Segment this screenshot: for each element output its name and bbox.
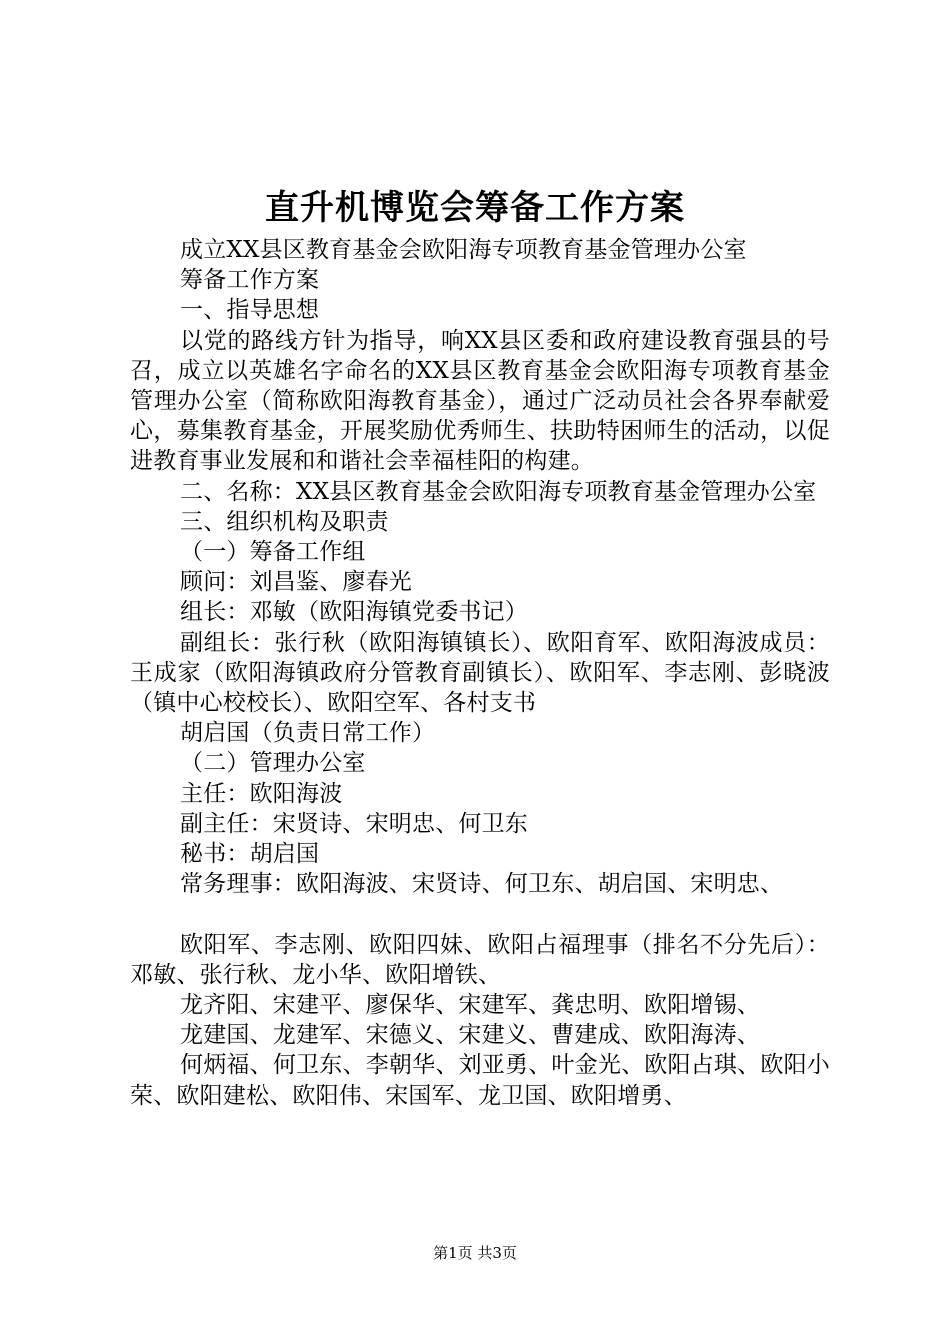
paragraph-advisors: 顾问：刘昌鉴、廖春光 [180,569,412,596]
paragraph-directors-list-3: 龙建国、龙建军、宋德义、宋建义、曹建成、欧阳海涛、 [180,1022,760,1049]
paragraph-director: 主任：欧阳海波 [180,780,343,807]
section-heading-organization: 三、组织机构及职责 [180,508,389,535]
section-heading-guiding-thought: 一、指导思想 [180,297,320,324]
subsection-heading-preparation-group: （一）筹备工作组 [180,539,366,566]
paragraph-directors-list-4: 何炳福、何卫东、李朝华、刘亚勇、叶金光、欧阳占琪、欧阳小荣、欧阳建松、欧阳伟、宋国军、龙卫国、欧阳增勇、 [130,1052,830,1109]
paragraph-secretary: 秘书：胡启国 [180,841,320,868]
paragraph-deputy-leaders-members: 副组长：张行秋（欧阳海镇镇长）、欧阳育军、欧阳海波成员：王成家（欧阳海镇政府分管教育副镇长）、欧阳军、李志刚、彭晓波（镇中心校校长）、欧阳空军、各村支书 [130,629,830,717]
paragraph-daily-work: 胡启国（负责日常工作） [180,720,436,747]
document-body [130,235,830,1111]
paragraph-subtitle-line-2: 筹备工作方案 [180,267,320,294]
page-footer: 第1页 共3页 [433,1244,517,1262]
blank-line [130,899,830,929]
paragraph-subtitle-line-1: 成立XX县区教育基金会欧阳海专项教育基金管理办公室 [180,237,747,263]
document-title: 直升机博览会筹备工作方案 [265,188,685,228]
paragraph-directors-list-1: 欧阳军、李志刚、欧阳四妹、欧阳占福理事（排名不分先后）：邓敏、张行秋、龙小华、欧阳增铁、 [130,931,830,988]
paragraph-executive-directors: 常务理事：欧阳海波、宋贤诗、何卫东、胡启国、宋明忠、 [180,871,784,898]
paragraph-deputy-directors: 副主任：宋贤诗、宋明忠、何卫东 [180,810,528,837]
paragraph-group-leader: 组长：邓敏（欧阳海镇党委书记） [180,599,528,626]
paragraph-directors-list-2: 龙齐阳、宋建平、廖保华、宋建军、龚忠明、欧阳增锡、 [180,992,760,1019]
paragraph-guiding-thought: 以党的路线方针为指导，响XX县区委和政府建设教育强县的号召，成立以英雄名字命名的XX县区教育基金会欧阳海专项教育基金管理办公室（简称欧阳海教育基金），通过广泛动员社会各界奉献爱心，募集教育基金，开展奖励优秀师生、扶助特困师生的活动，以促进教育事业发展和和谐社会幸福桂阳的构建。 [130,327,830,475]
section-heading-name: 二、名称：XX县区教育基金会欧阳海专项教育基金管理办公室 [180,478,817,505]
subsection-heading-management-office: （二）管理办公室 [180,750,366,777]
